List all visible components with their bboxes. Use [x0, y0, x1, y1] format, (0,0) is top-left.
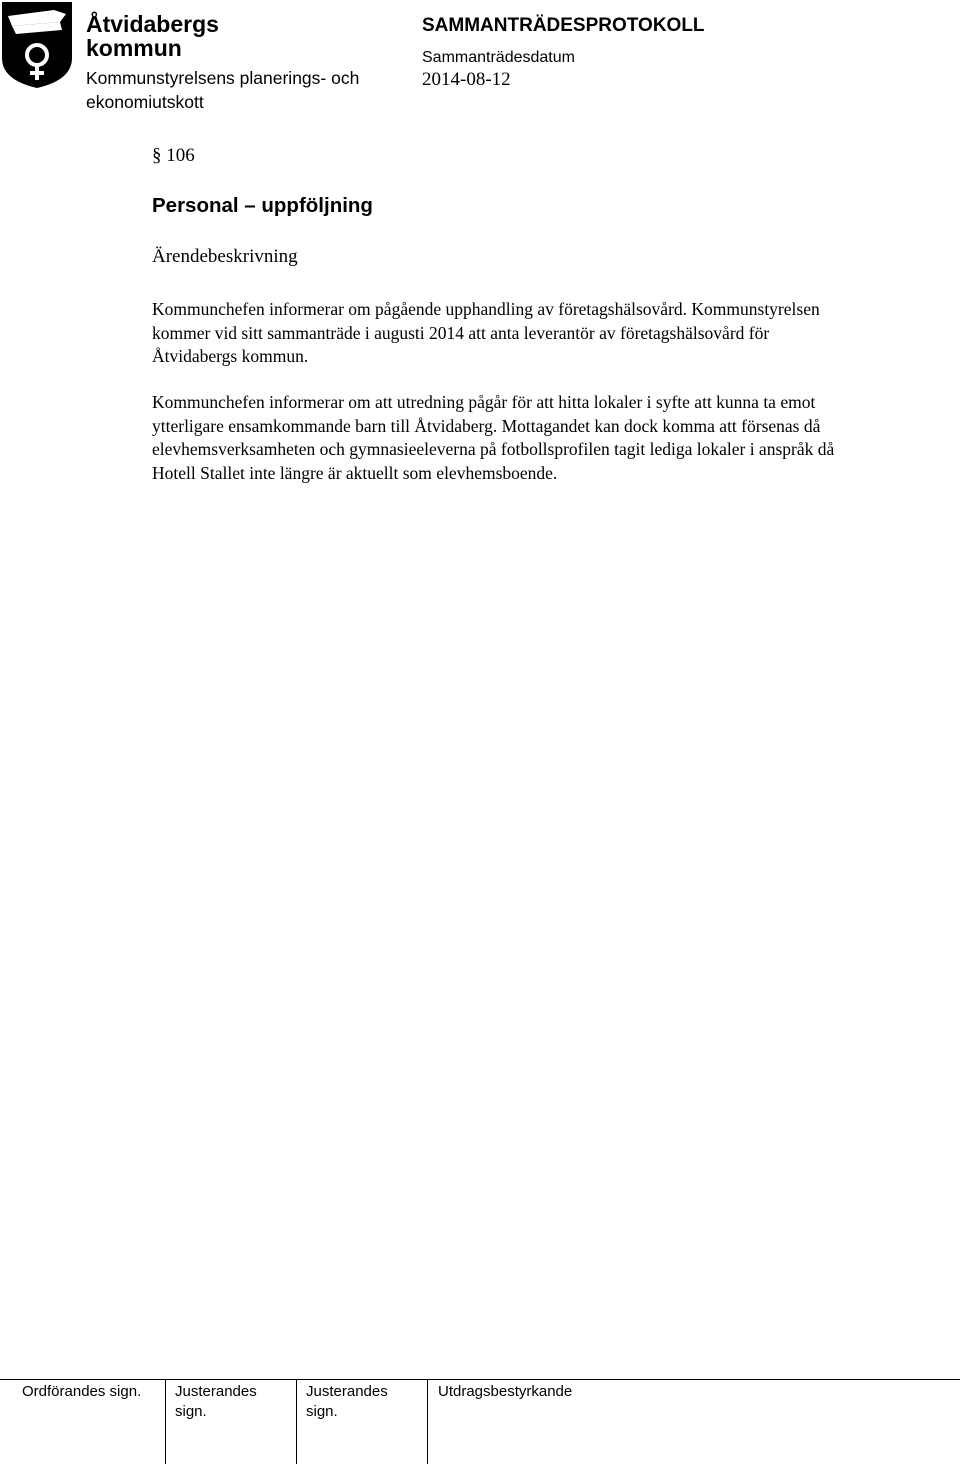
footer-cell-extract-certifying — [427, 1380, 638, 1464]
footer-cell-adjuster-signature-1 — [165, 1380, 295, 1464]
footer-cell-label: Ordförandes sign. — [22, 1383, 142, 1400]
footer-cell-label-2: sign. — [175, 1403, 207, 1420]
footer-cell-label: Utdragsbestyrkande — [438, 1383, 573, 1400]
committee-line2: ekonomiutskott — [86, 92, 204, 112]
committee-line1: Kommunstyrelsens planerings- och — [86, 68, 360, 88]
section-subheading: Ärendebeskrivning — [152, 246, 298, 267]
footer-cell-label: Justerandes — [175, 1383, 257, 1400]
section-symbol: § — [152, 145, 162, 166]
org-name-line1: Åtvidabergs — [86, 11, 219, 37]
org-name-line2: kommun — [86, 35, 182, 61]
committee-name — [86, 66, 396, 114]
footer-cell-label: Justerandes — [306, 1383, 388, 1400]
section-title: Personal – uppföljning — [152, 194, 373, 217]
meeting-date: 2014-08-12 — [422, 69, 511, 90]
meeting-date-label: Sammanträdesdatum — [422, 49, 575, 66]
body-paragraph-2: Kommunchefen informerar om att utredning pågår för att hitta lokaler i syfte att kunna ta emot ytterligare ensamkommande barn till Åtvidaberg. Mottagandet kan dock komma att försenas då elevhemsverksamheten och gymnasieeleverna på fotbollsprofilen tagit lediga lokaler i anspråk då Hotell Stallet inte längre är aktuellt som elevhemsboende. — [152, 392, 835, 483]
footer-cell-chair-signature — [22, 1380, 141, 1464]
body-paragraph-1: Kommunchefen informerar om pågående upphandling av företagshälsovård. Kommunstyrelsen kommer vid sitt sammanträde i augusti 2014 att anta leverantör av företagshälsovård för Åtvidabergs kommun. — [152, 299, 820, 366]
footer-cell-label-2: sign. — [306, 1403, 338, 1420]
paragraph-number — [152, 145, 195, 167]
section-number: 106 — [166, 145, 195, 166]
document-type: SAMMANTRÄDESPROTOKOLL — [422, 15, 705, 36]
coat-of-arms-icon — [0, 0, 74, 90]
organization-name — [86, 12, 286, 60]
footer-cell-adjuster-signature-2 — [296, 1380, 426, 1464]
signature-footer — [0, 1379, 960, 1462]
